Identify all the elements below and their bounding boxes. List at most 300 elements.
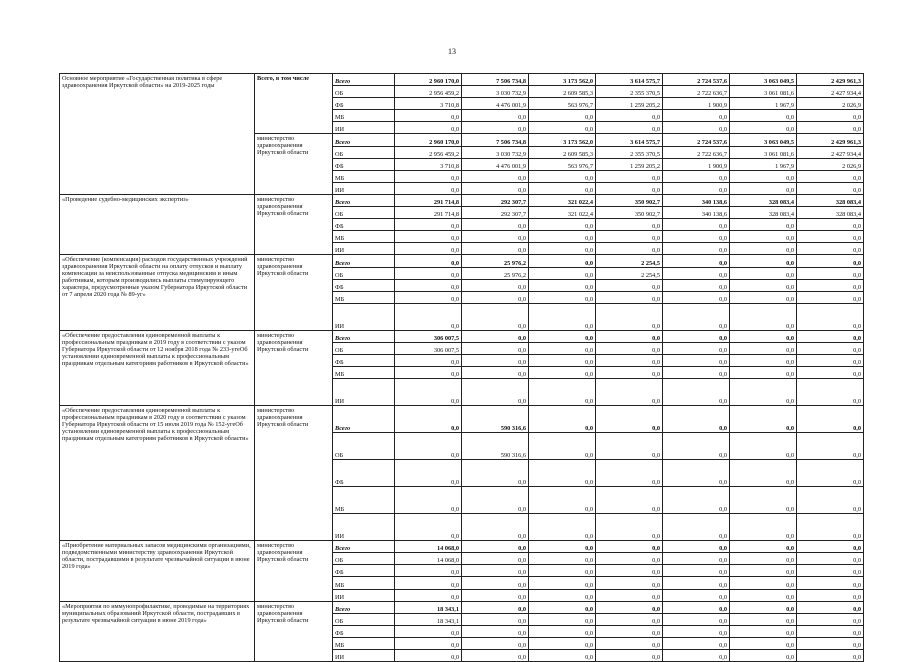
- amount-cell: 0,0: [395, 514, 462, 541]
- amount-cell: 0,0: [395, 303, 462, 330]
- amount-cell: 0,0: [663, 541, 730, 553]
- activity-description: «Проведение судебно-медицинских экспертиз»: [60, 194, 255, 254]
- amount-cell: 0,0: [730, 406, 797, 433]
- amount-cell: 0,0: [529, 589, 596, 601]
- funding-source: Всего: [333, 601, 395, 613]
- funding-source: ОБ: [333, 342, 395, 354]
- amount-cell: 2 254,5: [596, 255, 663, 267]
- amount-cell: 590 316,6: [462, 406, 529, 433]
- amount-cell: 0,0: [730, 342, 797, 354]
- amount-cell: 0,0: [529, 553, 596, 565]
- amount-cell: 0,0: [797, 577, 864, 589]
- amount-cell: 0,0: [529, 565, 596, 577]
- amount-cell: 2 722 636,7: [663, 146, 730, 158]
- responsible-executor: Всего, в том числе: [255, 74, 333, 134]
- amount-cell: 0,0: [395, 267, 462, 279]
- amount-cell: 0,0: [596, 541, 663, 553]
- amount-cell: 1 967,9: [730, 158, 797, 170]
- amount-cell: 0,0: [462, 565, 529, 577]
- amount-cell: 2 956 459,2: [395, 146, 462, 158]
- amount-cell: 3 030 732,9: [462, 146, 529, 158]
- amount-cell: 340 138,6: [663, 194, 730, 206]
- funding-source: МБ: [333, 170, 395, 182]
- amount-cell: 0,0: [663, 122, 730, 134]
- amount-cell: 590 316,6: [462, 433, 529, 460]
- amount-cell: 0,0: [596, 342, 663, 354]
- amount-cell: 0,0: [462, 553, 529, 565]
- funding-source: ФБ: [333, 98, 395, 110]
- amount-cell: 0,0: [730, 219, 797, 231]
- amount-cell: 2 960 170,0: [395, 74, 462, 86]
- amount-cell: 0,0: [395, 637, 462, 649]
- amount-cell: 0,0: [596, 354, 663, 366]
- amount-cell: 0,0: [596, 219, 663, 231]
- responsible-executor: министерство здравоохранения Иркутской области: [255, 601, 333, 661]
- activity-description: «Мероприятия по иммунопрофилактике, проводимые на территориях муниципальных образований Иркутской области, пострадавших в результате чрезвычайной ситуации в июне 2019 года»: [60, 601, 255, 661]
- amount-cell: 0,0: [663, 267, 730, 279]
- amount-cell: 0,0: [730, 367, 797, 379]
- funding-source: ФБ: [333, 625, 395, 637]
- amount-cell: 0,0: [395, 406, 462, 433]
- amount-cell: 328 083,4: [797, 207, 864, 219]
- amount-cell: 0,0: [395, 231, 462, 243]
- amount-cell: 0,0: [395, 650, 462, 662]
- amount-cell: 0,0: [596, 182, 663, 194]
- amount-cell: 7 506 734,8: [462, 134, 529, 146]
- funding-source: ИИ: [333, 650, 395, 662]
- amount-cell: 0,0: [395, 487, 462, 514]
- amount-cell: 0,0: [663, 577, 730, 589]
- amount-cell: 2 026,9: [797, 158, 864, 170]
- amount-cell: 291 714,8: [395, 194, 462, 206]
- amount-cell: 0,0: [730, 577, 797, 589]
- amount-cell: 3 614 575,7: [596, 74, 663, 86]
- amount-cell: 0,0: [596, 625, 663, 637]
- amount-cell: 0,0: [462, 601, 529, 613]
- amount-cell: 0,0: [797, 406, 864, 433]
- amount-cell: 0,0: [395, 110, 462, 122]
- amount-cell: 0,0: [663, 330, 730, 342]
- amount-cell: 0,0: [395, 354, 462, 366]
- amount-cell: 3 710,8: [395, 98, 462, 110]
- amount-cell: 0,0: [462, 122, 529, 134]
- amount-cell: 0,0: [529, 219, 596, 231]
- amount-cell: 0,0: [730, 110, 797, 122]
- responsible-executor: министерство здравоохранения Иркутской области: [255, 330, 333, 405]
- amount-cell: 0,0: [596, 303, 663, 330]
- amount-cell: 0,0: [730, 291, 797, 303]
- amount-cell: 0,0: [596, 170, 663, 182]
- funding-source: Всего: [333, 255, 395, 267]
- amount-cell: 0,0: [797, 303, 864, 330]
- amount-cell: 0,0: [529, 541, 596, 553]
- amount-cell: 0,0: [797, 231, 864, 243]
- amount-cell: 0,0: [529, 170, 596, 182]
- amount-cell: 0,0: [797, 291, 864, 303]
- funding-source: ОБ: [333, 613, 395, 625]
- funding-source: Всего: [333, 541, 395, 553]
- amount-cell: 0,0: [663, 170, 730, 182]
- amount-cell: 350 902,7: [596, 207, 663, 219]
- amount-cell: 0,0: [596, 379, 663, 406]
- amount-cell: 4 476 001,9: [462, 158, 529, 170]
- amount-cell: 0,0: [663, 650, 730, 662]
- amount-cell: 0,0: [462, 625, 529, 637]
- funding-source: ОБ: [333, 146, 395, 158]
- amount-cell: 0,0: [730, 303, 797, 330]
- amount-cell: 0,0: [462, 460, 529, 487]
- table-row: [60, 330, 864, 342]
- amount-cell: 0,0: [663, 342, 730, 354]
- funding-source: ФБ: [333, 158, 395, 170]
- funding-source: ФБ: [333, 565, 395, 577]
- amount-cell: 0,0: [529, 122, 596, 134]
- amount-cell: 0,0: [462, 487, 529, 514]
- amount-cell: 0,0: [462, 291, 529, 303]
- amount-cell: 563 976,7: [529, 158, 596, 170]
- amount-cell: 0,0: [596, 589, 663, 601]
- amount-cell: 0,0: [529, 601, 596, 613]
- amount-cell: 0,0: [730, 122, 797, 134]
- amount-cell: 0,0: [797, 553, 864, 565]
- amount-cell: 0,0: [797, 650, 864, 662]
- funding-source: МБ: [333, 110, 395, 122]
- amount-cell: 0,0: [596, 330, 663, 342]
- amount-cell: 2 609 585,3: [529, 146, 596, 158]
- table-row: [60, 194, 864, 206]
- funding-source: МБ: [333, 231, 395, 243]
- amount-cell: 0,0: [529, 291, 596, 303]
- amount-cell: 0,0: [395, 255, 462, 267]
- amount-cell: 4 476 001,9: [462, 98, 529, 110]
- amount-cell: 0,0: [730, 330, 797, 342]
- amount-cell: 0,0: [596, 613, 663, 625]
- amount-cell: 0,0: [529, 650, 596, 662]
- amount-cell: 0,0: [663, 291, 730, 303]
- amount-cell: 3 030 732,9: [462, 86, 529, 98]
- amount-cell: 2 429 961,3: [797, 74, 864, 86]
- amount-cell: 0,0: [663, 279, 730, 291]
- amount-cell: 0,0: [797, 379, 864, 406]
- amount-cell: 291 714,8: [395, 207, 462, 219]
- amount-cell: 0,0: [596, 553, 663, 565]
- amount-cell: 0,0: [797, 433, 864, 460]
- budget-table: [59, 73, 864, 662]
- amount-cell: 328 083,4: [730, 207, 797, 219]
- amount-cell: 0,0: [663, 637, 730, 649]
- amount-cell: 2 609 585,3: [529, 86, 596, 98]
- funding-source: Всего: [333, 406, 395, 433]
- amount-cell: 0,0: [596, 406, 663, 433]
- amount-cell: 0,0: [395, 625, 462, 637]
- amount-cell: 0,0: [797, 589, 864, 601]
- funding-source: МБ: [333, 487, 395, 514]
- amount-cell: 0,0: [596, 291, 663, 303]
- amount-cell: 0,0: [596, 110, 663, 122]
- amount-cell: 3 063 049,5: [730, 74, 797, 86]
- amount-cell: 340 138,6: [663, 207, 730, 219]
- amount-cell: 0,0: [462, 541, 529, 553]
- funding-source: МБ: [333, 577, 395, 589]
- funding-source: ИИ: [333, 243, 395, 255]
- amount-cell: 0,0: [395, 219, 462, 231]
- amount-cell: 0,0: [462, 650, 529, 662]
- amount-cell: 0,0: [395, 565, 462, 577]
- amount-cell: 0,0: [462, 354, 529, 366]
- table-row: [60, 74, 864, 86]
- funding-source: ОБ: [333, 553, 395, 565]
- amount-cell: 2 026,9: [797, 98, 864, 110]
- amount-cell: 0,0: [395, 182, 462, 194]
- amount-cell: 0,0: [730, 354, 797, 366]
- amount-cell: 2 254,5: [596, 267, 663, 279]
- funding-source: МБ: [333, 367, 395, 379]
- amount-cell: 0,0: [797, 601, 864, 613]
- amount-cell: 0,0: [529, 514, 596, 541]
- amount-cell: 3 614 575,7: [596, 134, 663, 146]
- amount-cell: 0,0: [596, 514, 663, 541]
- amount-cell: 1 259 205,2: [596, 98, 663, 110]
- amount-cell: 0,0: [596, 231, 663, 243]
- amount-cell: 0,0: [663, 433, 730, 460]
- activity-description: Основное мероприятие «Государственная политика в сфере здравоохранения Иркутской области» на 2019-2025 годы: [60, 74, 255, 195]
- funding-source: ОБ: [333, 86, 395, 98]
- amount-cell: 0,0: [529, 267, 596, 279]
- amount-cell: 0,0: [462, 279, 529, 291]
- amount-cell: 0,0: [730, 379, 797, 406]
- amount-cell: 0,0: [529, 487, 596, 514]
- amount-cell: 0,0: [663, 487, 730, 514]
- amount-cell: 0,0: [529, 243, 596, 255]
- amount-cell: 3 063 049,5: [730, 134, 797, 146]
- amount-cell: 0,0: [462, 637, 529, 649]
- amount-cell: 14 068,0: [395, 541, 462, 553]
- amount-cell: 0,0: [395, 367, 462, 379]
- amount-cell: 0,0: [462, 303, 529, 330]
- amount-cell: 0,0: [663, 565, 730, 577]
- amount-cell: 0,0: [730, 433, 797, 460]
- amount-cell: 3 061 081,6: [730, 146, 797, 158]
- amount-cell: 563 976,7: [529, 98, 596, 110]
- amount-cell: 0,0: [529, 406, 596, 433]
- amount-cell: 0,0: [529, 577, 596, 589]
- table-row: [60, 255, 864, 267]
- amount-cell: 0,0: [797, 267, 864, 279]
- amount-cell: 0,0: [730, 650, 797, 662]
- amount-cell: 2 724 537,6: [663, 134, 730, 146]
- responsible-executor: министерство здравоохранения Иркутской области: [255, 134, 333, 194]
- amount-cell: 0,0: [462, 170, 529, 182]
- amount-cell: 1 967,9: [730, 98, 797, 110]
- table-row: [60, 601, 864, 613]
- amount-cell: 2 724 537,6: [663, 74, 730, 86]
- amount-cell: 0,0: [462, 514, 529, 541]
- amount-cell: 0,0: [462, 243, 529, 255]
- budget-table-body: [60, 74, 864, 662]
- amount-cell: 18 343,1: [395, 613, 462, 625]
- funding-source: Всего: [333, 74, 395, 86]
- amount-cell: 3 173 562,0: [529, 134, 596, 146]
- funding-source: Всего: [333, 330, 395, 342]
- amount-cell: 0,0: [596, 460, 663, 487]
- amount-cell: 18 343,1: [395, 601, 462, 613]
- amount-cell: 25 976,2: [462, 255, 529, 267]
- amount-cell: 0,0: [663, 182, 730, 194]
- amount-cell: 3 061 081,6: [730, 86, 797, 98]
- amount-cell: 0,0: [797, 541, 864, 553]
- amount-cell: 0,0: [730, 243, 797, 255]
- amount-cell: 0,0: [663, 303, 730, 330]
- amount-cell: 0,0: [462, 379, 529, 406]
- amount-cell: 0,0: [797, 342, 864, 354]
- responsible-executor: министерство здравоохранения Иркутской области: [255, 194, 333, 254]
- amount-cell: 0,0: [797, 170, 864, 182]
- funding-source: ОБ: [333, 433, 395, 460]
- funding-source: ИИ: [333, 379, 395, 406]
- amount-cell: 0,0: [529, 330, 596, 342]
- funding-source: Всего: [333, 134, 395, 146]
- amount-cell: 0,0: [663, 613, 730, 625]
- amount-cell: 0,0: [730, 565, 797, 577]
- amount-cell: 0,0: [730, 487, 797, 514]
- funding-source: ФБ: [333, 279, 395, 291]
- amount-cell: 0,0: [797, 487, 864, 514]
- amount-cell: 0,0: [730, 460, 797, 487]
- amount-cell: 0,0: [596, 279, 663, 291]
- amount-cell: 0,0: [730, 589, 797, 601]
- amount-cell: 0,0: [730, 541, 797, 553]
- amount-cell: 0,0: [797, 613, 864, 625]
- amount-cell: 0,0: [529, 342, 596, 354]
- amount-cell: 0,0: [797, 637, 864, 649]
- funding-source: ФБ: [333, 460, 395, 487]
- amount-cell: 3 710,8: [395, 158, 462, 170]
- amount-cell: 0,0: [663, 553, 730, 565]
- funding-source: ИИ: [333, 182, 395, 194]
- amount-cell: 0,0: [596, 122, 663, 134]
- amount-cell: 0,0: [797, 110, 864, 122]
- amount-cell: 0,0: [797, 182, 864, 194]
- amount-cell: 2 722 636,7: [663, 86, 730, 98]
- amount-cell: 0,0: [596, 367, 663, 379]
- amount-cell: 0,0: [663, 601, 730, 613]
- amount-cell: 0,0: [529, 231, 596, 243]
- amount-cell: 0,0: [663, 514, 730, 541]
- amount-cell: 0,0: [462, 577, 529, 589]
- amount-cell: 0,0: [730, 231, 797, 243]
- amount-cell: 0,0: [797, 122, 864, 134]
- amount-cell: 0,0: [730, 637, 797, 649]
- amount-cell: 0,0: [395, 243, 462, 255]
- amount-cell: 0,0: [462, 231, 529, 243]
- amount-cell: 0,0: [663, 367, 730, 379]
- amount-cell: 0,0: [797, 460, 864, 487]
- amount-cell: 0,0: [730, 613, 797, 625]
- amount-cell: 0,0: [663, 243, 730, 255]
- amount-cell: 0,0: [395, 589, 462, 601]
- amount-cell: 0,0: [596, 601, 663, 613]
- amount-cell: 1 259 205,2: [596, 158, 663, 170]
- amount-cell: 0,0: [596, 487, 663, 514]
- amount-cell: 0,0: [797, 330, 864, 342]
- amount-cell: 0,0: [529, 279, 596, 291]
- amount-cell: 0,0: [730, 514, 797, 541]
- amount-cell: 25 976,2: [462, 267, 529, 279]
- amount-cell: 0,0: [529, 110, 596, 122]
- amount-cell: 0,0: [529, 303, 596, 330]
- amount-cell: 1 900,9: [663, 98, 730, 110]
- amount-cell: 0,0: [529, 637, 596, 649]
- amount-cell: 0,0: [797, 243, 864, 255]
- amount-cell: 0,0: [395, 170, 462, 182]
- amount-cell: 0,0: [797, 354, 864, 366]
- amount-cell: 0,0: [797, 625, 864, 637]
- amount-cell: 0,0: [395, 122, 462, 134]
- amount-cell: 0,0: [395, 433, 462, 460]
- activity-description: «Обеспечение предоставления единовременной выплаты к профессиональным праздникам в 2020 году в соответствии с указом Губернатора Иркутской области от 15 июля 2019 года № 152-угеОб установлении единовременной выплаты к профессиональным праздникам отдельным категориям работников в Иркутской области»: [60, 406, 255, 541]
- amount-cell: 306 007,5: [395, 330, 462, 342]
- amount-cell: 0,0: [529, 354, 596, 366]
- amount-cell: 328 083,4: [797, 194, 864, 206]
- amount-cell: 0,0: [663, 406, 730, 433]
- amount-cell: 0,0: [395, 291, 462, 303]
- funding-source: МБ: [333, 291, 395, 303]
- amount-cell: 0,0: [663, 354, 730, 366]
- funding-source: ИИ: [333, 303, 395, 330]
- amount-cell: 2 429 961,3: [797, 134, 864, 146]
- amount-cell: 0,0: [529, 182, 596, 194]
- amount-cell: 0,0: [395, 379, 462, 406]
- funding-source: ИИ: [333, 514, 395, 541]
- responsible-executor: министерство здравоохранения Иркутской области: [255, 255, 333, 330]
- amount-cell: 0,0: [462, 219, 529, 231]
- amount-cell: 0,0: [730, 553, 797, 565]
- responsible-executor: министерство здравоохранения Иркутской области: [255, 406, 333, 541]
- amount-cell: 0,0: [663, 231, 730, 243]
- amount-cell: 0,0: [596, 637, 663, 649]
- amount-cell: 328 083,4: [730, 194, 797, 206]
- activity-description: «Обеспечение (компенсация) расходов государственных учреждений здравоохранения Иркутской области на оплату отпусков и выплату компенсации за неиспользованные отпуска медицинским и иным работникам, которым производились выплаты стимулирующего характера, предусмотренные указом Губернатора Иркутской области от 7 апреля 2020 года № 89-уг»: [60, 255, 255, 330]
- amount-cell: 2 355 370,5: [596, 146, 663, 158]
- amount-cell: 7 506 734,8: [462, 74, 529, 86]
- amount-cell: 2 355 370,5: [596, 86, 663, 98]
- amount-cell: 2 427 934,4: [797, 146, 864, 158]
- page-number: 13: [448, 47, 456, 56]
- amount-cell: 0,0: [730, 255, 797, 267]
- amount-cell: 321 022,4: [529, 207, 596, 219]
- amount-cell: 0,0: [529, 255, 596, 267]
- amount-cell: 0,0: [529, 379, 596, 406]
- table-row: [60, 541, 864, 553]
- amount-cell: 2 427 934,4: [797, 86, 864, 98]
- amount-cell: 0,0: [663, 255, 730, 267]
- amount-cell: 0,0: [529, 433, 596, 460]
- amount-cell: 0,0: [596, 565, 663, 577]
- amount-cell: 1 900,9: [663, 158, 730, 170]
- funding-source: МБ: [333, 637, 395, 649]
- amount-cell: 0,0: [797, 219, 864, 231]
- amount-cell: 0,0: [730, 182, 797, 194]
- amount-cell: 0,0: [462, 330, 529, 342]
- amount-cell: 0,0: [663, 460, 730, 487]
- amount-cell: 0,0: [462, 589, 529, 601]
- amount-cell: 0,0: [596, 577, 663, 589]
- amount-cell: 0,0: [529, 460, 596, 487]
- amount-cell: 0,0: [462, 342, 529, 354]
- amount-cell: 0,0: [395, 577, 462, 589]
- funding-source: ОБ: [333, 267, 395, 279]
- amount-cell: 0,0: [462, 367, 529, 379]
